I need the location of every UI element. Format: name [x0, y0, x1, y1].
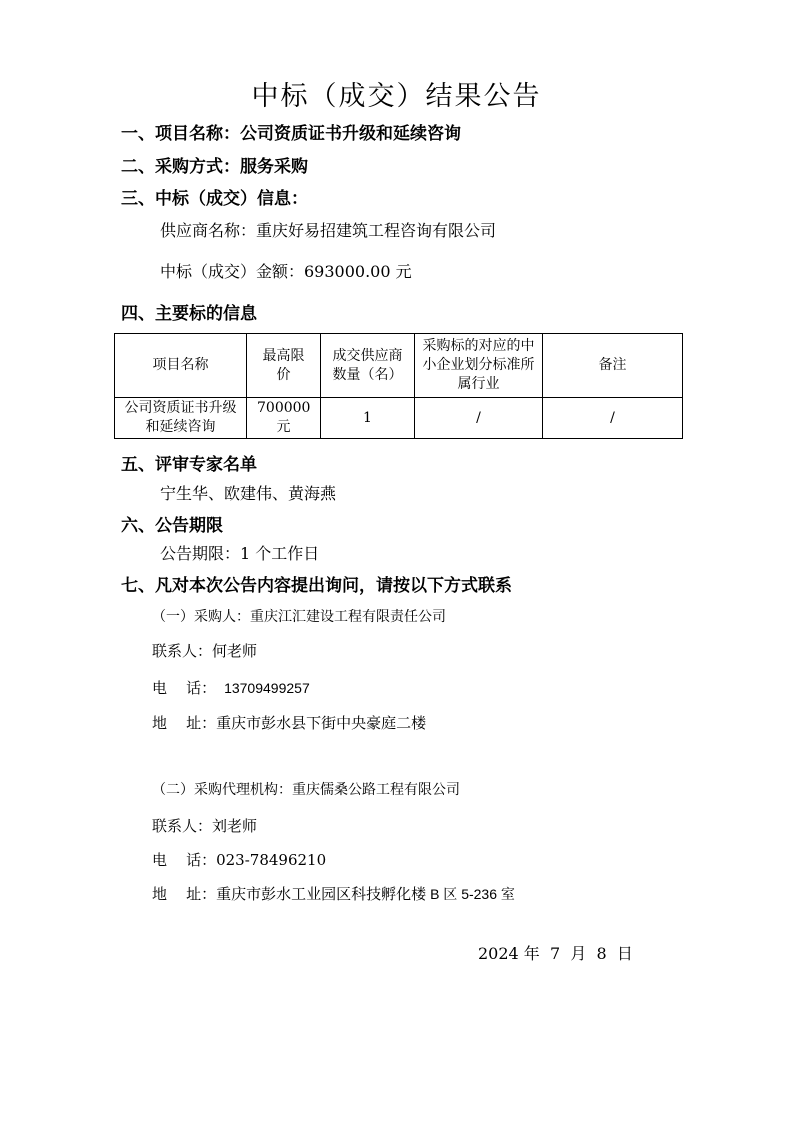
table-cell: 700000元 [247, 398, 321, 439]
purchaser-name: （一）采购人：重庆江汇建设工程有限责任公司 [152, 609, 446, 625]
table-header-cell: 备注 [543, 334, 683, 398]
table-header-cell: 成交供应商数量（名） [321, 334, 415, 398]
phone-label: 电 话： [152, 679, 217, 697]
section-notice-period: 六、公告期限 [121, 516, 223, 536]
section-award-info: 三、中标（成交）信息： [121, 189, 308, 209]
table-cell: / [415, 398, 543, 439]
agency-address-main: 地 址：重庆市彭水工业园区科技孵化楼 [152, 885, 427, 903]
table-header-row [115, 334, 683, 398]
phone-number: 13709499257 [224, 680, 310, 696]
award-amount: 中标（成交）金额：693000.00 元 [160, 262, 412, 281]
document-date: 2024 年 7 月 8 日 [478, 944, 633, 963]
table-cell: / [543, 398, 683, 439]
purchaser-phone [152, 677, 310, 698]
page-title: 中标（成交）结果公告 [251, 81, 542, 112]
agency-contact: 联系人：刘老师 [152, 817, 258, 835]
notice-period: 公告期限：1 个工作日 [160, 544, 320, 563]
table-header-cell: 最高限价 [247, 334, 321, 398]
section-project-name: 一、项目名称：公司资质证书升级和延续咨询 [121, 124, 461, 144]
subject-info-table [114, 333, 683, 439]
expert-names: 宁生华、欧建伟、黄海燕 [160, 484, 337, 503]
purchaser-contact: 联系人：何老师 [152, 642, 258, 660]
agency-phone: 电 话：023-78496210 [152, 851, 327, 869]
purchaser-address: 地 址：重庆市彭水县下街中央豪庭二楼 [152, 714, 427, 732]
section-main-subject: 四、主要标的信息 [121, 304, 257, 324]
table-cell: 公司资质证书升级和延续咨询 [115, 398, 247, 439]
agency-address-room: B 区 5-236 室 [430, 886, 515, 902]
supplier-name: 供应商名称：重庆好易招建筑工程咨询有限公司 [160, 221, 497, 240]
table-header-cell: 采购标的对应的中小企业划分标准所属行业 [415, 334, 543, 398]
section-expert-list: 五、评审专家名单 [121, 455, 257, 475]
table-cell: 1 [321, 398, 415, 439]
section-contact: 七、凡对本次公告内容提出询问，请按以下方式联系 [121, 576, 512, 596]
table-header-cell: 项目名称 [115, 334, 247, 398]
agency-address [152, 883, 515, 904]
agency-name: （二）采购代理机构：重庆儒桑公路工程有限公司 [152, 782, 460, 798]
table-row [115, 398, 683, 439]
section-procurement-method: 二、采购方式：服务采购 [121, 157, 308, 177]
